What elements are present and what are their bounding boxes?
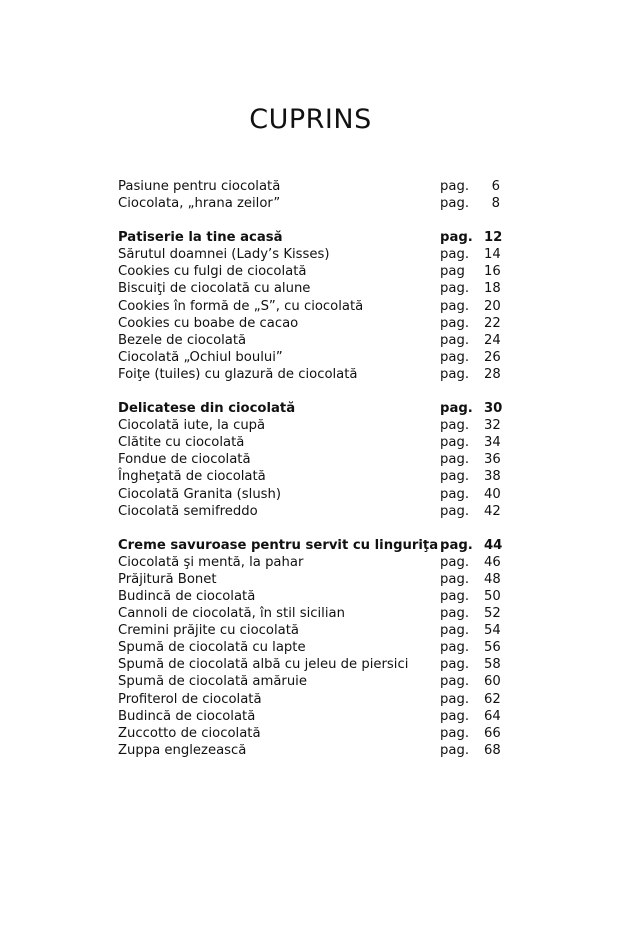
page-label: pag.	[440, 708, 470, 724]
entry-title: Foiţe (tuiles) cu glazură de ciocolată	[118, 366, 358, 382]
page-number: 16	[484, 264, 501, 280]
page-number: 38	[484, 469, 501, 485]
entry-title: Spumă de ciocolată amăruie	[118, 674, 307, 690]
toc-entry	[118, 349, 500, 366]
page-number: 56	[484, 640, 501, 656]
page-number: 34	[484, 435, 501, 451]
toc-entry	[118, 691, 500, 708]
toc-entry	[118, 708, 500, 725]
toc-entry	[118, 332, 500, 349]
page-label: pag.	[440, 230, 473, 246]
entry-title: Spumă de ciocolată albă cu jeleu de piersici	[118, 657, 409, 673]
page-label: pag	[440, 264, 465, 280]
page-number: 28	[484, 366, 501, 382]
page-number: 18	[484, 281, 501, 297]
page-number: 36	[484, 452, 501, 468]
entry-title: Fondue de ciocolată	[118, 452, 251, 468]
toc-section-heading	[118, 537, 503, 554]
page-label: pag.	[440, 349, 470, 365]
page-number: 52	[484, 606, 501, 622]
page-number: 50	[484, 588, 501, 604]
entry-title: Cookies cu fulgi de ciocolată	[118, 264, 307, 280]
toc-section	[118, 400, 503, 520]
page-label: pag.	[440, 588, 470, 604]
page-number: 58	[484, 657, 501, 673]
entry-title: Ciocolată „Ochiul boului”	[118, 349, 283, 365]
page-label: pag.	[440, 298, 470, 314]
page-number: 64	[484, 708, 501, 724]
toc-entry	[118, 503, 500, 520]
page-number: 68	[484, 742, 501, 758]
page-label: pag.	[440, 623, 470, 639]
page-label: pag.	[440, 742, 470, 758]
toc-entry	[118, 434, 500, 451]
page-label: pag.	[440, 179, 470, 194]
page-number: 30	[484, 401, 503, 417]
page-label: pag.	[440, 281, 470, 297]
page-label: pag.	[440, 554, 470, 570]
entry-title: Sărutul doamnei (Lady’s Kisses)	[118, 247, 330, 263]
toc-entry	[118, 178, 500, 195]
entry-title: Ciocolată semifreddo	[118, 503, 258, 519]
page-number: 48	[484, 571, 501, 587]
page-label: pag.	[440, 315, 470, 331]
page-number: 6	[491, 179, 500, 194]
toc-section-heading	[118, 229, 503, 246]
entry-title: Biscuiţi de ciocolată cu alune	[118, 281, 311, 297]
entry-title: Cremini prăjite cu ciocolată	[118, 623, 299, 639]
page-label: pag.	[440, 537, 473, 553]
entry-title: Patiserie la tine acasă	[118, 230, 283, 246]
toc-entry	[118, 605, 500, 622]
page-number: 32	[484, 418, 501, 434]
page-number: 26	[484, 349, 501, 365]
page-label: pag.	[440, 366, 470, 382]
toc-entry	[118, 451, 500, 468]
page-label: pag.	[440, 606, 470, 622]
entry-title: Cannoli de ciocolată, în stil sicilian	[118, 606, 345, 622]
page-number: 8	[491, 196, 500, 212]
entry-title: Creme savuroase pentru servit cu linguriţa	[118, 537, 439, 553]
toc-entry	[118, 366, 500, 383]
entry-title: Îngheţată de ciocolată	[118, 469, 266, 485]
entry-title: Clătite cu ciocolată	[118, 435, 245, 451]
toc-entry	[118, 639, 500, 656]
toc-entry	[118, 315, 500, 332]
entry-title: Zuccotto de ciocolată	[118, 725, 261, 741]
page-label: pag.	[440, 503, 470, 519]
entry-title: Budincă de ciocolată	[118, 588, 256, 604]
page-number: 42	[484, 503, 501, 519]
toc-entry	[118, 673, 500, 690]
toc-entry	[118, 622, 500, 639]
toc-entry	[118, 742, 500, 759]
toc-entry	[118, 195, 500, 212]
page-number: 22	[484, 315, 501, 331]
toc-entry	[118, 588, 500, 605]
table-of-contents	[118, 178, 503, 776]
page-label: pag.	[440, 452, 470, 468]
toc-entry	[118, 263, 500, 280]
page-label: pag.	[440, 332, 470, 348]
toc-entry	[118, 656, 500, 673]
toc-entry	[118, 554, 500, 571]
page-number: 44	[484, 537, 503, 553]
toc-section	[118, 178, 500, 212]
toc-entry	[118, 468, 500, 485]
page-label: pag.	[440, 725, 470, 741]
toc-section	[118, 537, 503, 759]
entry-title: Bezele de ciocolată	[118, 332, 247, 348]
page-label: pag.	[440, 401, 473, 417]
entry-title: Pasiune pentru ciocolată	[118, 179, 281, 194]
entry-title: Ciocolată şi mentă, la pahar	[118, 554, 304, 570]
entry-title: Ciocolată Granita (slush)	[118, 486, 282, 502]
page-label: pag.	[440, 247, 470, 263]
entry-title: Profiterol de ciocolată	[118, 691, 262, 707]
entry-title: Cookies în formă de „S”, cu ciocolată	[118, 298, 364, 314]
toc-entry	[118, 246, 500, 263]
page-label: pag.	[440, 674, 470, 690]
toc-entry	[118, 298, 500, 315]
page-number: 12	[484, 230, 503, 246]
page-label: pag.	[440, 640, 470, 656]
entry-title: Zuppa englezească	[118, 742, 247, 758]
toc-section-heading	[118, 400, 503, 417]
page-title: CUPRINS	[249, 104, 372, 136]
toc-entry	[118, 280, 500, 297]
page-label: pag.	[440, 691, 470, 707]
entry-title: Ciocolată iute, la cupă	[118, 418, 266, 434]
page-label: pag.	[440, 657, 470, 673]
page-label: pag.	[440, 435, 470, 451]
toc-entry	[118, 725, 500, 742]
page-number: 40	[484, 486, 501, 502]
entry-title: Spumă de ciocolată cu lapte	[118, 640, 306, 656]
page-number: 46	[484, 554, 501, 570]
toc-entry	[118, 486, 500, 503]
page-label: pag.	[440, 196, 470, 212]
toc-section	[118, 229, 503, 383]
page-number: 20	[484, 298, 501, 314]
page-number: 54	[484, 623, 501, 639]
page-label: pag.	[440, 418, 470, 434]
page-label: pag.	[440, 571, 470, 587]
toc-entry	[118, 417, 500, 434]
entry-title: Delicatese din ciocolată	[118, 401, 296, 417]
page-number: 60	[484, 674, 501, 690]
page-label: pag.	[440, 486, 470, 502]
entry-title: Budincă de ciocolată	[118, 708, 256, 724]
page-number: 66	[484, 725, 501, 741]
entry-title: Ciocolata, „hrana zeilor”	[118, 196, 281, 212]
page-number: 62	[484, 691, 501, 707]
entry-title: Prăjitură Bonet	[118, 571, 217, 587]
page-number: 24	[484, 332, 501, 348]
toc-entry	[118, 571, 500, 588]
page-label: pag.	[440, 469, 470, 485]
page-number: 14	[484, 247, 501, 263]
entry-title: Cookies cu boabe de cacao	[118, 315, 299, 331]
